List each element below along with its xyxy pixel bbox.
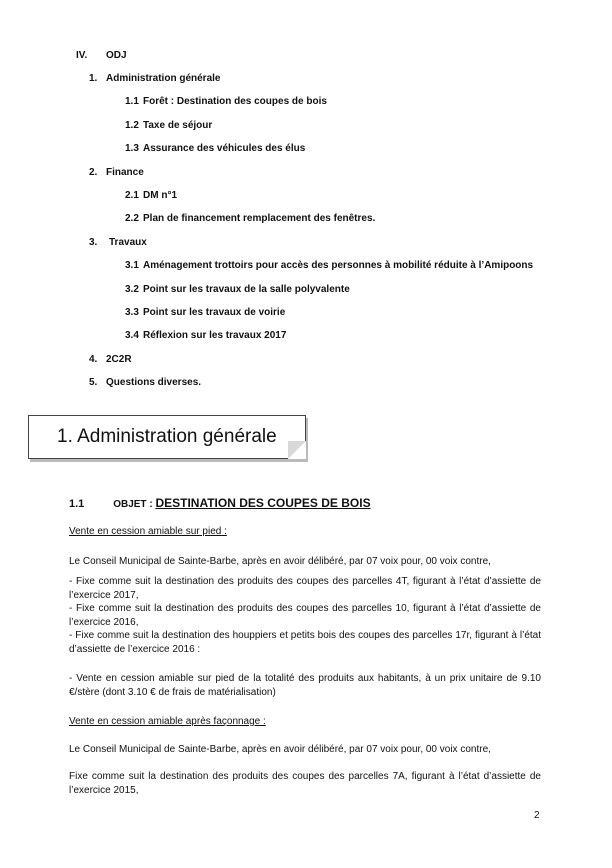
toc-item-label: Taxe de séjour xyxy=(143,120,213,131)
toc-item-label: 2C2R xyxy=(106,354,132,365)
toc-item-num: 3. xyxy=(89,237,98,248)
objet-label: OBJET xyxy=(113,499,147,510)
toc-item-label: Point sur les travaux de la salle polyvalente xyxy=(143,284,350,295)
toc-item-label: Réflexion sur les travaux 2017 xyxy=(143,330,287,341)
page-curl-corner xyxy=(288,441,306,459)
toc-item-num: 2.2 xyxy=(125,213,139,224)
toc-item-num: 1. xyxy=(89,73,98,84)
paragraph: - Fixe comme suit la destination des produits des coupes des parcelles 4T, figurant à l’état d’assiette de l’exercice 2017, xyxy=(69,576,541,601)
toc-item-label: Aménagement trottoirs pour accès des personnes à mobilité réduite à l’Amipoons xyxy=(143,260,534,271)
toc-item-num: 4. xyxy=(89,354,98,365)
paragraph: Le Conseil Municipal de Sainte-Barbe, après en avoir délibéré, par 07 voix pour, 00 voix contre, xyxy=(69,744,491,755)
toc-item-label: Administration générale xyxy=(106,73,221,84)
toc-item-label: Assurance des véhicules des élus xyxy=(143,143,306,154)
paragraph: - Fixe comme suit la destination des produits des coupes des parcelles 10, figurant à l’état d’assiette de l’exercice 2016, xyxy=(69,603,541,628)
subheading-vente-sur-pied: Vente en cession amiable sur pied : xyxy=(69,526,227,537)
toc-item-label: Questions diverses. xyxy=(106,377,202,388)
paragraph: - Fixe comme suit la destination des houppiers et petits bois des coupes des parcelles 17r, figurant à l’état d’assiette de l’exercice 2016 : xyxy=(69,630,541,655)
objet-line xyxy=(69,494,371,512)
toc-item-num: 2.1 xyxy=(125,190,139,201)
paragraph: Le Conseil Municipal de Sainte-Barbe, après en avoir délibéré, par 07 voix pour, 00 voix contre, xyxy=(69,556,491,567)
toc-item-label: Point sur les travaux de voirie xyxy=(143,307,286,318)
toc-title: ODJ xyxy=(106,50,127,61)
toc-item-label: Finance xyxy=(106,167,144,178)
toc-item-num: 3.2 xyxy=(125,284,139,295)
paragraph: Fixe comme suit la destination des produits des coupes des parcelles 7A, figurant à l’état d’assiette de l’exercice 2015, xyxy=(69,771,541,796)
toc-item-num: 3.1 xyxy=(125,260,139,271)
toc-item-num: 3.3 xyxy=(125,307,139,318)
toc-roman: IV. xyxy=(76,50,88,61)
toc-item-num: 1.2 xyxy=(125,120,139,131)
section-heading-box xyxy=(28,415,306,459)
toc-item-label: Forêt : Destination des coupes de bois xyxy=(143,96,327,107)
toc-item-num: 5. xyxy=(89,377,98,388)
objet-number: 1.1 xyxy=(69,498,85,510)
section-heading: 1. Administration générale xyxy=(57,426,277,447)
paragraph: - Vente en cession amiable sur pied de la totalité des produits aux habitants, à un prix unitaire de 9.10 €/stère (dont 3.10 € de frais de matérialisation) xyxy=(69,673,541,698)
toc-item-label: Plan de financement remplacement des fenêtres. xyxy=(143,213,376,224)
toc-item-num: 1.1 xyxy=(125,96,139,107)
objet-separator: : xyxy=(146,499,156,510)
objet-title: DESTINATION DES COUPES DE BOIS xyxy=(155,496,371,510)
toc-item-num: 1.3 xyxy=(125,143,139,154)
toc-item-label: Travaux xyxy=(109,237,147,248)
toc-item-label: DM n°1 xyxy=(143,190,177,201)
toc-item-num: 2. xyxy=(89,167,98,178)
page-number: 2 xyxy=(534,810,540,821)
toc-item-num: 3.4 xyxy=(125,330,139,341)
subheading-vente-apres-faconnage: Vente en cession amiable après façonnage : xyxy=(69,716,266,727)
